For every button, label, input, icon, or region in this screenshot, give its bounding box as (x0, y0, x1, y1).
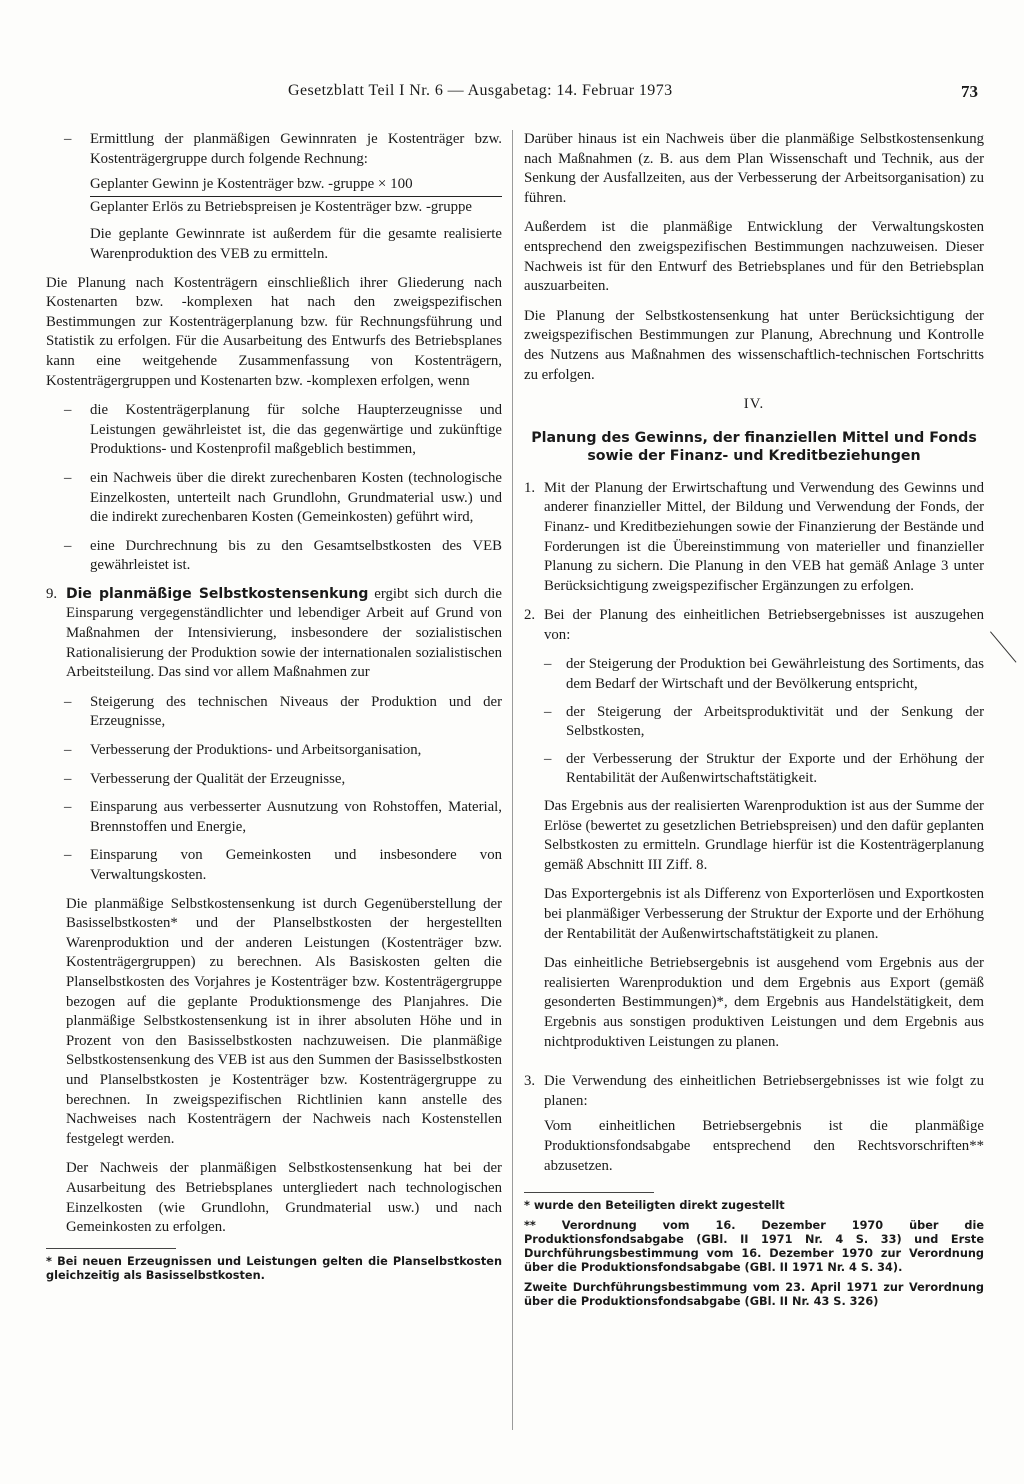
list-item: – eine Durchrechnung bis zu den Gesamtselbstkosten des VEB gewährleistet ist. (46, 537, 502, 576)
list-item (46, 130, 502, 265)
footnote: ** Verordnung vom 16. Dezember 1970 über die Produktionsfondsabgabe (GBl. II 1971 Nr. 4 S. 33) und Erste Durchführungsbestimmung vom 16. Dezember 1970 zur Verordnung über die Produktionsfondsabgabe (GBl. II 1971 Nr. 4 S. 34). (524, 1219, 984, 1275)
paragraph: Die Planung nach Kostenträgern einschließlich ihrer Gliederung nach Kostenarten bzw. -komplexen hat nach den zweigspezifischen Bestimmungen zur Kostenträgerplanung bzw. für Rechnungsführung und Statistik zu erfolgen. Für die Ausarbeitung des Entwurfs des Betriebsplanes kann eine weitgehende Zusammenfassung von Kostenträgern, Kostenträgergruppen und Kostenarten bzw. -komplexen erfolgen, wenn (46, 274, 502, 389)
footnote: * wurde den Beteiligten direkt zugestellt (524, 1199, 785, 1213)
list-item-text: eine Durchrechnung bis zu den Gesamtselbstkosten des VEB gewährleistet ist. (90, 537, 502, 574)
header-title: Gesetzblatt Teil I Nr. 6 — Ausgabetag: 14. Februar 1973 (288, 82, 673, 99)
list-item-text: Einsparung aus verbesserter Ausnutzung von Rohstoffen, Material, Brennstoffen und Energie, (90, 799, 502, 835)
paragraph: Die Planung der Selbstkostensenkung hat unter Berücksichtigung der zweigspezifischen Bestimmungen zur Planung, Abrechnung und Kontrolle des Nutzens aus Maßnahmen des wissenschaftlich-technischen Fortschritts zu erfolgen. (524, 307, 984, 383)
list-item-text: Ermittlung der planmäßigen Gewinnraten je Kostenträger bzw. Kostenträgergruppe durch folgende Rechnung: (90, 131, 502, 167)
paragraph: Das einheitliche Betriebsergebnis ist ausgehend vom Ergebnis aus der realisierten Warenproduktion und dem Ergebnis aus Export (gemäß gesonderten Bestimmungen)*, dem Ergebnis aus Handelstätigkeit, dem Ergebnis aus sonstigen produktiven Leistungen und dem Ergebnis aus nichtproduktiven Leistungen zu planen. (544, 955, 984, 1050)
item-number: 1. (524, 479, 536, 496)
list-item: – die Kostenträgerplanung für solche Haupterzeugnisse und Leistungen gewährleistet ist, die das gegenwärtige und zukünftige Produktions- und Kostenprofil maßgeblich bestimmen, (46, 401, 502, 460)
footnote-rule (46, 1248, 176, 1249)
numbered-item-9 (46, 585, 502, 683)
item-text: Die Verwendung des einheitlichen Betriebsergebnisses ist wie folgt zu planen: (544, 1073, 984, 1109)
list-item-text: der Steigerung der Arbeitsproduktivität und der Senkung der Selbstkosten, (566, 703, 984, 740)
item-number: 3. (524, 1073, 536, 1090)
section-title: Planung des Gewinns, der finanziellen Mittel und Fonds sowie der Finanz- und Kreditbeziehungen (531, 429, 977, 464)
right-column (524, 130, 984, 1315)
left-column (46, 130, 502, 1289)
list-item: – ein Nachweis über die direkt zurechenbaren Kosten (technologische Einzelkosten, unterteilt nach Grundlohn, Grundmaterial usw.) und die indirekt zurechenbaren Kosten (Gemeinkosten) geführt wird, (46, 469, 502, 528)
item-heading: Die planmäßige Selbstkostensenkung (66, 585, 369, 602)
list-item-text: der Steigerung der Produktion bei Gewährleistung des Sortiments, das dem Bedarf der Wirtschaft und der Bevölkerung entspricht, (566, 656, 984, 693)
paragraph: Die planmäßige Selbstkostensenkung ist durch Gegenüberstellung der Basisselbstkosten* und der Planselbstkosten der hergestellten Warenproduktion und der anderen Leistungen (Kostenträger bzw. Kostenträgergruppen) zu berechnen. Als Basiskosten gelten die Planselbstkosten des Vorjahres je Kostenträger bzw. Kostenträgergruppe bezogen auf die geplante Produktionsmenge des Planjahres. Die planmäßige Selbstkostensenkung ist in ihrer absoluten Höhe und in Prozent von den Basisselbstkosten nachzuweisen. Die planmäßige Selbstkostensenkung des VEB ist aus den Summen der Basisselbstkosten und Planselbstkosten je Kostenträger bzw. Kostenträgergruppe zu berechnen. In zweigspezifischen Richtlinien kann anstelle des Nachweises nach Kostenträgern der Nachweis nach Kostenstellen festgelegt werden. (66, 895, 502, 1147)
numbered-item-3 (524, 1072, 984, 1182)
numbered-item-1 (524, 479, 984, 597)
section-number: IV. (743, 396, 765, 413)
list-item-text: ein Nachweis über die direkt zurechenbaren Kosten (technologische Einzelkosten, unterteilt nach Grundlohn, Grundmaterial usw.) und die indirekt zurechenbaren Kosten (Gemeinkosten) geführt wird, (90, 469, 502, 526)
item-text: Bei der Planung des einheitlichen Betriebsergebnisses ist auszugehen von: (544, 607, 984, 643)
paragraph: Darüber hinaus ist ein Nachweis über die planmäßige Selbstkostensenkung nach Maßnahmen (z. B. aus dem Plan Wissenschaft und Technik, aus der Senkung der Ausfallzeiten, aus der Verbesserung der Arbeitsorganisation) zu führen. (524, 131, 984, 206)
list-item: – Verbesserung der Produktions- und Arbeitsorganisation, (46, 741, 502, 761)
paragraph: Das Ergebnis aus der realisierten Warenproduktion ist aus der Summe der Erlöse (bewertet zu gesetzlichen Betriebspreisen) und den dafür geplanten Selbstkosten zu ermitteln. Grundlage hierfür ist die Kostenträgerplanung gemäß Abschnitt III Ziff. 8. (544, 798, 984, 873)
footnote: Zweite Durchführungsbestimmung vom 23. April 1971 zur Verordnung über die Produktionsfondsabgabe (GBl. II Nr. 43 S. 326) (524, 1281, 984, 1309)
list-item-text: die Kostenträgerplanung für solche Haupterzeugnisse und Leistungen gewährleistet ist, die das gegenwärtige und zukünftige Produktions- und Kostenprofil maßgeblich bestimmen, (90, 402, 502, 458)
list-item: – der Steigerung der Arbeitsproduktivität und der Senkung der Selbstkosten, (544, 703, 984, 742)
item-text: Mit der Planung der Erwirtschaftung und Verwendung des Gewinns und anderer finanzieller Mittel, der Bildung und Verwendung der Fonds, der Finanz- und Kreditbeziehungen sowie der Finanzierung der Bestände und Forderungen ist die Übereinstimmung von materieller und finanzieller Planung zu sichern. Die Planung in den VEB hat gemäß Anlage 3 unter Berücksichtigung zweigspezifischer Ergänzungen zu erfolgen. (544, 479, 984, 594)
list-item-text: Steigerung des technischen Niveaus der Produktion und der Erzeugnisse, (90, 693, 502, 730)
list-item-text: Verbesserung der Qualität der Erzeugnisse, (90, 770, 346, 787)
list-item-text: der Verbesserung der Struktur der Exporte und der Erhöhung der Rentabilität der Außenwirtschaftstätigkeit. (566, 750, 984, 787)
item-number: 2. (524, 607, 536, 624)
dash-bullet: – (64, 131, 72, 147)
column-divider (512, 130, 513, 1430)
paragraph: Das Exportergebnis ist als Differenz von Exporterlösen und Exportkosten bei planmäßiger Verbesserung der Struktur der Exporte und der Erhöhung der Rentabilität der Außenwirtschaftstätigkeit zu planen. (544, 886, 984, 942)
list-item: – der Verbesserung der Struktur der Exporte und der Erhöhung der Rentabilität der Außenwirtschaftstätigkeit. (544, 750, 984, 789)
footnote: * Bei neuen Erzeugnissen und Leistungen gelten die Planselbstkosten gleichzeitig als Basisselbstkosten. (46, 1254, 502, 1282)
list-item-text: Verbesserung der Produktions- und Arbeitsorganisation, (90, 742, 422, 759)
paragraph: Vom einheitlichen Betriebsergebnis ist die planmäßige Produktionsfondsabgabe entsprechend den Rechtsvorschriften** abzusetzen. (544, 1118, 984, 1174)
list-item: – Verbesserung der Qualität der Erzeugnisse, (46, 770, 502, 790)
list-item: – der Steigerung der Produktion bei Gewährleistung des Sortiments, das dem Bedarf der Wirtschaft und der Bevölkerung entspricht, (544, 655, 984, 694)
paragraph: Der Nachweis der planmäßigen Selbstkostensenkung hat bei der Ausarbeitung des Betriebsplanes untergliedert nach technologischen Einzelkosten (wie Grundlohn, Grundmaterial usw.) und nach Gemeinkosten zu erfolgen. (66, 1160, 502, 1236)
list-item-text: Die geplante Gewinnrate ist außerdem für die gesamte realisierte Warenproduktion des VEB zu ermitteln. (90, 226, 502, 262)
item-number: 9. (46, 585, 58, 602)
formula-numerator: Geplanter Gewinn je Kostenträger bzw. -gruppe (90, 176, 375, 193)
item-text: ergibt sich durch die Einsparung vergegenständlichter und lebendiger Arbeit auf Grund von Maßnahmen der Intensivierung, insbesondere der sozialistischen Rationalisierung der Produktion sowie der internationalen sozialistischen Arbeitsteilung. Das sind vor allem Maßnahmen zur (66, 585, 502, 681)
numbered-item-2 (524, 606, 984, 1062)
formula (90, 175, 502, 217)
list-item-text: Einsparung von Gemeinkosten und insbesondere von Verwaltungskosten. (90, 847, 502, 883)
formula-multiplier: × 100 (377, 176, 413, 193)
formula-denominator: Geplanter Erlös zu Betriebspreisen je Kostenträger bzw. -gruppe (90, 198, 472, 215)
footnote-rule (524, 1192, 654, 1193)
list-item: – Steigerung des technischen Niveaus der Produktion und der Erzeugnisse, (46, 693, 502, 732)
page-number: 73 (961, 82, 978, 101)
paragraph: Außerdem ist die planmäßige Entwicklung der Verwaltungskosten entsprechend den zweigspezifischen Bestimmungen nachzuweisen. Dieser Nachweis ist für den Entwurf des Betriebsplanes und für den Betriebsplan auszuarbeiten. (524, 219, 984, 295)
page-header (0, 82, 1024, 108)
margin-mark (990, 631, 1017, 663)
list-item: – Einsparung von Gemeinkosten und insbesondere von Verwaltungskosten. (46, 846, 502, 885)
list-item: – Einsparung aus verbesserter Ausnutzung von Rohstoffen, Material, Brennstoffen und Energie, (46, 798, 502, 837)
